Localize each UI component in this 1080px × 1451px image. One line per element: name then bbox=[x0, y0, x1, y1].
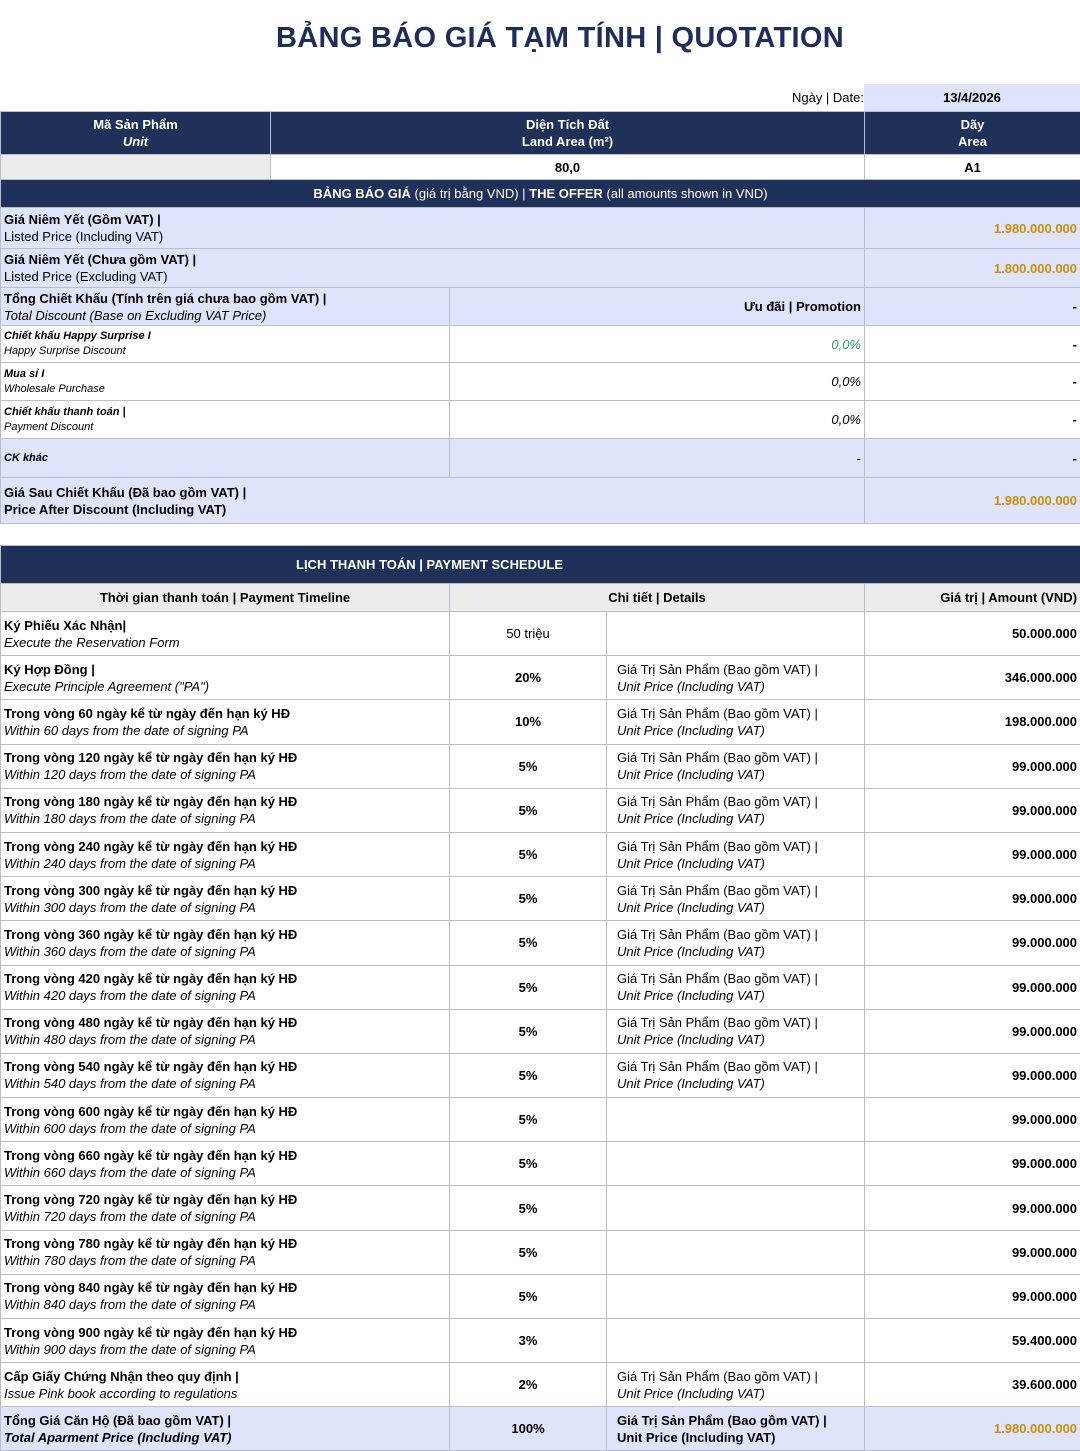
unit-header bbox=[1, 112, 271, 155]
discount-wholesale-en: Wholesale Purchase bbox=[4, 382, 105, 395]
payment-row bbox=[1, 744, 1080, 788]
payment-pct[interactable]: 5% bbox=[450, 1186, 607, 1230]
payment-schedule-title: LỊCH THANH TOÁN | PAYMENT SCHEDULE bbox=[1, 546, 1080, 584]
payment-timeline-en: Within 900 days from the date of signing PA bbox=[4, 1341, 256, 1357]
listed-price-excl-label bbox=[1, 249, 865, 288]
date-value[interactable]: 13/4/2026 bbox=[864, 84, 1080, 111]
payment-timeline-vi: Ký Hợp Đồng | bbox=[4, 661, 95, 677]
payment-details bbox=[607, 1230, 865, 1274]
payment-details-vi: Giá Trị Sản Phẩm (Bao gồm VAT) | bbox=[617, 926, 818, 942]
payment-details-en: Unit Price (Including VAT) bbox=[617, 767, 765, 783]
payment-timeline-cell bbox=[1, 832, 450, 876]
payment-timeline-en: Within 780 days from the date of signing PA bbox=[4, 1253, 256, 1269]
area-value[interactable]: A1 bbox=[865, 155, 1080, 180]
payment-timeline-en: Execute the Reservation Form bbox=[4, 634, 180, 650]
payment-details-vi: Giá Trị Sản Phẩm (Bao gồm VAT) | bbox=[617, 794, 818, 810]
discount-wholesale-label bbox=[1, 363, 450, 401]
discount-payment-value[interactable]: - bbox=[865, 401, 1080, 439]
listed-price-excl-vi: Giá Niêm Yết (Chưa gồm VAT) | bbox=[4, 252, 197, 267]
payment-row bbox=[1, 1230, 1080, 1274]
payment-timeline-en: Within 360 days from the date of signing PA bbox=[4, 943, 256, 959]
payment-details-en: Unit Price (Including VAT) bbox=[617, 1385, 765, 1401]
payment-details bbox=[607, 656, 865, 700]
col-timeline: Thời gian thanh toán | Payment Timeline bbox=[1, 584, 450, 612]
area-header-vi: Dãy bbox=[960, 117, 985, 132]
payment-details-en: Unit Price (Including VAT) bbox=[617, 943, 765, 959]
payment-amount[interactable]: 99.000.000 bbox=[865, 1274, 1080, 1318]
payment-timeline-en: Within 720 days from the date of signing PA bbox=[4, 1209, 256, 1225]
payment-timeline-cell bbox=[1, 744, 450, 788]
payment-details-en: Unit Price (Including VAT) bbox=[617, 899, 765, 915]
payment-pct[interactable]: 20% bbox=[450, 656, 607, 700]
discount-payment-vi: Chiết khấu thanh toán | bbox=[4, 405, 126, 418]
payment-details bbox=[607, 1142, 865, 1186]
payment-timeline-cell bbox=[1, 1230, 450, 1274]
payment-row bbox=[1, 700, 1080, 744]
payment-details bbox=[607, 1186, 865, 1230]
payment-row bbox=[1, 1186, 1080, 1230]
payment-amount[interactable]: 346.000.000 bbox=[865, 656, 1080, 700]
payment-details bbox=[607, 744, 865, 788]
payment-row bbox=[1, 1053, 1080, 1097]
payment-timeline-cell bbox=[1, 1053, 450, 1097]
total-pct[interactable]: 100% bbox=[450, 1407, 607, 1451]
payment-pct[interactable]: 5% bbox=[450, 832, 607, 876]
land-area-header-vi: Diện Tích Đất bbox=[525, 117, 610, 132]
payment-details-en: Unit Price (Including VAT) bbox=[617, 1076, 765, 1092]
payment-amount[interactable]: 99.000.000 bbox=[865, 744, 1080, 788]
payment-pct[interactable]: 5% bbox=[450, 1230, 607, 1274]
payment-timeline-cell bbox=[1, 1098, 450, 1142]
area-header bbox=[865, 112, 1080, 155]
payment-details-en: Unit Price (Including VAT) bbox=[617, 855, 765, 871]
payment-timeline-cell bbox=[1, 656, 450, 700]
payment-timeline-cell bbox=[1, 1319, 450, 1363]
payment-timeline-en: Within 300 days from the date of signing PA bbox=[4, 899, 256, 915]
payment-pct[interactable]: 5% bbox=[450, 1009, 607, 1053]
land-area-header bbox=[271, 112, 865, 155]
payment-row bbox=[1, 1142, 1080, 1186]
price-after-discount-vi: Giá Sau Chiết Khấu (Đã bao gồm VAT) | bbox=[4, 484, 247, 500]
payment-row bbox=[1, 877, 1080, 921]
payment-amount[interactable]: 99.000.000 bbox=[865, 832, 1080, 876]
price-after-discount-label bbox=[1, 478, 865, 524]
payment-row bbox=[1, 1274, 1080, 1318]
col-amount: Giá trị | Amount (VND) bbox=[865, 584, 1080, 612]
payment-row bbox=[1, 1363, 1080, 1407]
payment-row bbox=[1, 612, 1080, 656]
payment-timeline-cell bbox=[1, 700, 450, 744]
payment-timeline-cell bbox=[1, 1363, 450, 1407]
payment-timeline-vi: Trong vòng 240 ngày kể từ ngày đến hạn ký HĐ bbox=[4, 838, 298, 854]
discount-payment-label bbox=[1, 401, 450, 439]
payment-details-en: Unit Price (Including VAT) bbox=[617, 722, 765, 738]
payment-pct[interactable]: 5% bbox=[450, 1053, 607, 1097]
total-label bbox=[1, 1407, 450, 1451]
discount-happy-surprise-value[interactable]: - bbox=[865, 326, 1080, 363]
price-after-discount-value[interactable]: 1.980.000.000 bbox=[865, 478, 1080, 524]
promotion-label: Ưu đãi | Promotion bbox=[450, 288, 865, 326]
payment-timeline-vi: Trong vòng 720 ngày kể từ ngày đến hạn ký HĐ bbox=[4, 1192, 298, 1208]
payment-details bbox=[607, 877, 865, 921]
payment-timeline-vi: Ký Phiếu Xác Nhận| bbox=[4, 617, 127, 633]
payment-details-vi: Giá Trị Sản Phẩm (Bao gồm VAT) | bbox=[617, 838, 818, 854]
payment-timeline-vi: Trong vòng 540 ngày kể từ ngày đến hạn ký HĐ bbox=[4, 1059, 298, 1075]
payment-pct[interactable]: 5% bbox=[450, 921, 607, 965]
payment-timeline-en: Within 660 days from the date of signing PA bbox=[4, 1164, 256, 1180]
payment-timeline-cell bbox=[1, 965, 450, 1009]
other-discount-pct[interactable]: - bbox=[450, 439, 865, 478]
payment-details-vi: Giá Trị Sản Phẩm (Bao gồm VAT) | bbox=[617, 750, 818, 766]
payment-timeline-vi: Trong vòng 120 ngày kể từ ngày đến hạn ký HĐ bbox=[4, 750, 298, 766]
payment-timeline-cell bbox=[1, 921, 450, 965]
payment-details-en: Unit Price (Including VAT) bbox=[617, 1032, 765, 1048]
payment-pct[interactable]: 5% bbox=[450, 1142, 607, 1186]
payment-amount[interactable]: 99.000.000 bbox=[865, 1053, 1080, 1097]
offer-header-en: THE OFFER bbox=[529, 186, 603, 201]
payment-amount[interactable]: 50.000.000 bbox=[865, 612, 1080, 656]
payment-timeline-cell bbox=[1, 1142, 450, 1186]
payment-timeline-vi: Trong vòng 780 ngày kể từ ngày đến hạn ký HĐ bbox=[4, 1236, 298, 1252]
payment-pct[interactable]: 10% bbox=[450, 700, 607, 744]
payment-pct[interactable]: 5% bbox=[450, 788, 607, 832]
payment-timeline-cell bbox=[1, 1186, 450, 1230]
payment-timeline-en: Within 840 days from the date of signing PA bbox=[4, 1297, 256, 1313]
payment-pct[interactable]: 3% bbox=[450, 1319, 607, 1363]
listed-price-incl-en: Listed Price (Including VAT) bbox=[4, 229, 164, 244]
payment-timeline-vi: Trong vòng 360 ngày kể từ ngày đến hạn ký HĐ bbox=[4, 926, 298, 942]
payment-details-vi: Giá Trị Sản Phẩm (Bao gồm VAT) | bbox=[617, 971, 818, 987]
discount-happy-surprise-label bbox=[1, 326, 450, 363]
payment-amount[interactable]: 59.400.000 bbox=[865, 1319, 1080, 1363]
payment-amount[interactable]: 99.000.000 bbox=[865, 965, 1080, 1009]
payment-amount[interactable]: 198.000.000 bbox=[865, 700, 1080, 744]
payment-timeline-vi: Trong vòng 180 ngày kể từ ngày đến hạn ký HĐ bbox=[4, 794, 298, 810]
total-label-en: Total Aparment Price (Including VAT) bbox=[4, 1429, 232, 1445]
payment-pct[interactable]: 5% bbox=[450, 877, 607, 921]
total-amount[interactable]: 1.980.000.000 bbox=[865, 1407, 1080, 1451]
payment-details-vi: Giá Trị Sản Phẩm (Bao gồm VAT) | bbox=[617, 1015, 818, 1031]
payment-amount[interactable]: 99.000.000 bbox=[865, 1142, 1080, 1186]
payment-timeline-en: Execute Principle Agreement ("PA") bbox=[4, 678, 210, 694]
listed-price-excl-value[interactable]: 1.800.000.000 bbox=[865, 249, 1080, 288]
payment-details bbox=[607, 832, 865, 876]
offer-header-note-vi: (giá trị bằng VND) | bbox=[410, 186, 530, 201]
payment-timeline-cell bbox=[1, 877, 450, 921]
other-discount-value[interactable]: - bbox=[865, 439, 1080, 478]
payment-amount[interactable]: 99.000.000 bbox=[865, 1186, 1080, 1230]
payment-amount[interactable]: 39.600.000 bbox=[865, 1363, 1080, 1407]
payment-details bbox=[607, 1053, 865, 1097]
payment-timeline-en: Issue Pink book according to regulations bbox=[4, 1385, 238, 1401]
payment-timeline-vi: Trong vòng 60 ngày kể từ ngày đến hạn ký HĐ bbox=[4, 705, 291, 721]
unit-table bbox=[0, 111, 1080, 180]
payment-schedule-table bbox=[0, 545, 1080, 1451]
payment-timeline-en: Within 420 days from the date of signing PA bbox=[4, 988, 256, 1004]
payment-details-vi: Giá Trị Sản Phẩm (Bao gồm VAT) | bbox=[617, 661, 818, 677]
payment-timeline-cell bbox=[1, 788, 450, 832]
other-discount-label: CK khác bbox=[1, 439, 450, 478]
payment-details bbox=[607, 1009, 865, 1053]
discount-happy-surprise-vi: Chiết khấu Happy Surprise I bbox=[4, 330, 151, 342]
payment-timeline-en: Within 240 days from the date of signing PA bbox=[4, 855, 256, 871]
total-discount-label bbox=[1, 288, 450, 326]
payment-amount[interactable]: 99.000.000 bbox=[865, 921, 1080, 965]
unit-header-en: Unit bbox=[122, 134, 149, 149]
unit-value[interactable] bbox=[1, 155, 271, 180]
payment-pct[interactable]: 5% bbox=[450, 965, 607, 1009]
payment-timeline-vi: Trong vòng 900 ngày kể từ ngày đến hạn ký HĐ bbox=[4, 1324, 298, 1340]
payment-amount[interactable]: 99.000.000 bbox=[865, 1098, 1080, 1142]
payment-timeline-vi: Trong vòng 420 ngày kể từ ngày đến hạn ký HĐ bbox=[4, 971, 298, 987]
payment-timeline-vi: Trong vòng 660 ngày kể từ ngày đến hạn ký HĐ bbox=[4, 1147, 298, 1163]
offer-header-note-en: (all amounts shown in VND) bbox=[602, 186, 768, 201]
payment-row bbox=[1, 656, 1080, 700]
listed-price-incl-value[interactable]: 1.980.000.000 bbox=[865, 208, 1080, 249]
payment-timeline-en: Within 60 days from the date of signing PA bbox=[4, 722, 249, 738]
discount-wholesale-vi: Mua sỉ I bbox=[4, 367, 45, 380]
col-details: Chi tiết | Details bbox=[450, 584, 865, 612]
payment-details bbox=[607, 965, 865, 1009]
discount-happy-surprise-en: Happy Surprise Discount bbox=[4, 345, 126, 357]
payment-details bbox=[607, 788, 865, 832]
discount-wholesale-pct[interactable]: 0,0% bbox=[450, 363, 865, 401]
total-label-vi: Tổng Giá Căn Hộ (Đã bao gồm VAT) | bbox=[4, 1412, 232, 1428]
page-title: BẢNG BÁO GIÁ TẠM TÍNH | QUOTATION bbox=[276, 22, 844, 54]
payment-details-en: Unit Price (Including VAT) bbox=[617, 678, 765, 694]
offer-header-vi: BẢNG BÁO GIÁ bbox=[313, 186, 411, 201]
total-discount-vi: Tổng Chiết Khấu (Tính trên giá chưa bao gồm VAT) | bbox=[4, 290, 327, 306]
payment-details-en: Unit Price (Including VAT) bbox=[617, 988, 765, 1004]
payment-timeline-vi: Trong vòng 840 ngày kể từ ngày đến hạn ký HĐ bbox=[4, 1280, 298, 1296]
discount-payment-pct[interactable]: 0,0% bbox=[450, 401, 865, 439]
date-label: Ngày | Date: bbox=[791, 90, 864, 105]
offer-table bbox=[0, 179, 1080, 524]
land-area-value[interactable]: 80,0 bbox=[271, 155, 865, 180]
payment-timeline-en: Within 540 days from the date of signing PA bbox=[4, 1076, 256, 1092]
land-area-header-en: Land Area (m²) bbox=[521, 134, 614, 149]
payment-details-vi: Giá Trị Sản Phẩm (Bao gồm VAT) | bbox=[617, 1368, 818, 1384]
payment-details-vi: Giá Trị Sản Phẩm (Bao gồm VAT) | bbox=[617, 1059, 818, 1075]
payment-timeline-en: Within 480 days from the date of signing PA bbox=[4, 1032, 256, 1048]
payment-details-vi: Giá Trị Sản Phẩm (Bao gồm VAT) | bbox=[617, 882, 818, 898]
payment-row bbox=[1, 1098, 1080, 1142]
listed-price-incl-label bbox=[1, 208, 865, 249]
payment-pct[interactable]: 5% bbox=[450, 744, 607, 788]
payment-amount[interactable]: 99.000.000 bbox=[865, 788, 1080, 832]
payment-row bbox=[1, 921, 1080, 965]
payment-details bbox=[607, 1363, 865, 1407]
payment-row bbox=[1, 1009, 1080, 1053]
payment-row bbox=[1, 1319, 1080, 1363]
payment-timeline-cell bbox=[1, 612, 450, 656]
total-details bbox=[607, 1407, 865, 1451]
payment-details-en: Unit Price (Including VAT) bbox=[617, 811, 765, 827]
payment-amount[interactable]: 99.000.000 bbox=[865, 1230, 1080, 1274]
payment-details bbox=[607, 700, 865, 744]
payment-details bbox=[607, 612, 865, 656]
discount-happy-surprise-pct[interactable]: 0,0% bbox=[450, 326, 865, 363]
payment-details bbox=[607, 1319, 865, 1363]
payment-timeline-en: Within 180 days from the date of signing PA bbox=[4, 811, 256, 827]
payment-timeline-vi: Trong vòng 600 ngày kể từ ngày đến hạn ký HĐ bbox=[4, 1103, 298, 1119]
offer-header bbox=[1, 180, 1080, 208]
discount-wholesale-value[interactable]: - bbox=[865, 363, 1080, 401]
payment-timeline-cell bbox=[1, 1009, 450, 1053]
payment-details bbox=[607, 1274, 865, 1318]
total-discount-value[interactable]: - bbox=[865, 288, 1080, 326]
payment-row bbox=[1, 965, 1080, 1009]
payment-timeline-cell bbox=[1, 1274, 450, 1318]
payment-details-vi: Giá Trị Sản Phẩm (Bao gồm VAT) | bbox=[617, 705, 818, 721]
payment-timeline-vi: Trong vòng 480 ngày kể từ ngày đến hạn ký HĐ bbox=[4, 1015, 298, 1031]
listed-price-incl-vi: Giá Niêm Yết (Gồm VAT) | bbox=[4, 212, 161, 227]
unit-header-vi: Mã Sản Phẩm bbox=[93, 117, 178, 132]
total-details-en: Unit Price (Including VAT) bbox=[617, 1429, 776, 1445]
payment-amount[interactable]: 99.000.000 bbox=[865, 1009, 1080, 1053]
payment-pct[interactable]: 2% bbox=[450, 1363, 607, 1407]
total-details-vi: Giá Trị Sản Phẩm (Bao gồm VAT) | bbox=[617, 1412, 827, 1428]
listed-price-excl-en: Listed Price (Excluding VAT) bbox=[4, 269, 168, 284]
payment-row bbox=[1, 832, 1080, 876]
payment-details bbox=[607, 1098, 865, 1142]
payment-timeline-en: Within 120 days from the date of signing PA bbox=[4, 767, 256, 783]
payment-timeline-en: Within 600 days from the date of signing PA bbox=[4, 1120, 256, 1136]
payment-pct[interactable]: 5% bbox=[450, 1098, 607, 1142]
payment-pct[interactable]: 50 triệu bbox=[450, 612, 607, 656]
payment-amount[interactable]: 99.000.000 bbox=[865, 877, 1080, 921]
payment-row bbox=[1, 788, 1080, 832]
payment-details bbox=[607, 921, 865, 965]
payment-timeline-vi: Trong vòng 300 ngày kể từ ngày đến hạn ký HĐ bbox=[4, 882, 298, 898]
payment-timeline-vi: Cấp Giấy Chứng Nhận theo quy định | bbox=[4, 1368, 239, 1384]
discount-payment-en: Payment Discount bbox=[4, 420, 94, 433]
price-after-discount-en: Price After Discount (Including VAT) bbox=[4, 501, 227, 517]
total-discount-en: Total Discount (Base on Excluding VAT Price) bbox=[4, 307, 267, 323]
area-header-en: Area bbox=[958, 134, 987, 149]
payment-pct[interactable]: 5% bbox=[450, 1274, 607, 1318]
